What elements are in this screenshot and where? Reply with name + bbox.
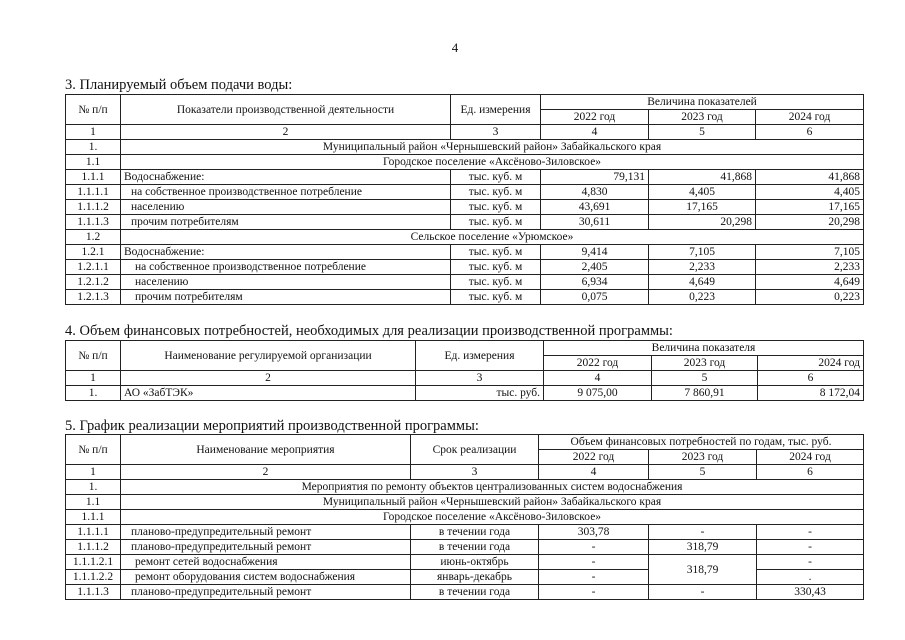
value-2023: 0,223	[649, 290, 756, 305]
unit-cell: тыс. куб. м	[451, 200, 541, 215]
column-index-row	[66, 465, 864, 480]
table-row	[66, 555, 864, 570]
term-cell: январь-декабрь	[411, 570, 539, 585]
unit-cell: тыс. руб.	[416, 386, 544, 401]
value-2022: -	[539, 585, 649, 600]
col-num-header: № п/п	[66, 95, 121, 125]
value-2022: 0,075	[541, 290, 649, 305]
idx-cell: 4	[541, 125, 649, 140]
idx-cell: 5	[649, 465, 757, 480]
table-row	[66, 585, 864, 600]
row-number: 1.1.1.3	[66, 215, 121, 230]
section-row	[66, 510, 864, 525]
section-label: Городское поселение «Аксёново-Зиловское»	[121, 155, 864, 170]
row-number: 1.1	[66, 495, 121, 510]
idx-cell: 3	[411, 465, 539, 480]
indicator-cell: населению	[121, 200, 451, 215]
unit-cell: тыс. куб. м	[451, 290, 541, 305]
idx-cell: 2	[121, 465, 411, 480]
value-2022: -	[539, 570, 649, 585]
section-row	[66, 140, 864, 155]
idx-cell: 6	[757, 465, 864, 480]
term-cell: в течении года	[411, 585, 539, 600]
indicator-cell: прочим потребителям	[121, 215, 451, 230]
table-row	[66, 260, 864, 275]
term-cell: в течении года	[411, 540, 539, 555]
activity-cell: планово-предупредительный ремонт	[121, 585, 411, 600]
row-number: 1.1.1.1	[66, 185, 121, 200]
col-org-header: Наименование регулируемой организации	[121, 341, 416, 371]
col-activity-header: Наименование мероприятия	[121, 435, 411, 465]
year-2022-header: 2022 год	[541, 110, 649, 125]
water-supply-table	[65, 94, 864, 305]
row-number: 1.1.1.1	[66, 525, 121, 540]
year-2024-header: 2024 год	[757, 450, 864, 465]
idx-cell: 6	[756, 125, 864, 140]
year-2022-header: 2022 год	[544, 356, 652, 371]
indicator-cell: на собственное производственное потребление	[121, 185, 451, 200]
section-label: Городское поселение «Аксёново-Зиловское»	[121, 510, 864, 525]
value-2023: 2,233	[649, 260, 756, 275]
section-4-title: 4. Объем финансовых потребностей, необходимых для реализации производственной программы:	[65, 323, 673, 339]
value-2023: 20,298	[649, 215, 756, 230]
row-number: 1.1.1.2	[66, 200, 121, 215]
row-number: 1.2.1.1	[66, 260, 121, 275]
table-row	[66, 185, 864, 200]
section-row	[66, 230, 864, 245]
value-2024: 17,165	[756, 200, 864, 215]
col-group-header: Объем финансовых потребностей по годам, тыс. руб.	[539, 435, 864, 450]
table-row	[66, 386, 864, 401]
year-2023-header: 2023 год	[649, 450, 757, 465]
value-2023-merged: 318,79	[649, 555, 757, 585]
activity-cell: планово-предупредительный ремонт	[121, 525, 411, 540]
idx-cell: 6	[758, 371, 864, 386]
value-2022: 43,691	[541, 200, 649, 215]
value-2024: -	[757, 555, 864, 570]
section-3-title: 3. Планируемый объем подачи воды:	[65, 77, 293, 93]
value-2023: -	[649, 585, 757, 600]
col-unit-header: Ед. измерения	[416, 341, 544, 371]
value-2024: -	[757, 525, 864, 540]
value-2022: 6,934	[541, 275, 649, 290]
row-number: 1.1.1	[66, 510, 121, 525]
table-row	[66, 540, 864, 555]
page-number: 4	[451, 40, 459, 55]
idx-cell: 4	[539, 465, 649, 480]
col-num-header: № п/п	[66, 341, 121, 371]
indicator-cell: Водоснабжение:	[121, 245, 451, 260]
idx-cell: 1	[66, 125, 121, 140]
section-label: Муниципальный район «Чернышевский район» Забайкальского края	[121, 140, 864, 155]
value-2024: 20,298	[756, 215, 864, 230]
term-cell: в течении года	[411, 525, 539, 540]
idx-cell: 1	[66, 371, 121, 386]
term-cell: июнь-октябрь	[411, 555, 539, 570]
unit-cell: тыс. куб. м	[451, 245, 541, 260]
activity-cell: планово-предупредительный ремонт	[121, 540, 411, 555]
value-2024: 7,105	[756, 245, 864, 260]
value-2024: 4,405	[756, 185, 864, 200]
value-2023: 7,105	[649, 245, 756, 260]
value-2022: 79,131	[541, 170, 649, 185]
column-index-row	[66, 125, 864, 140]
section-row	[66, 155, 864, 170]
table-row	[66, 200, 864, 215]
indicator-cell: Водоснабжение:	[121, 170, 451, 185]
row-number: 1.2.1.3	[66, 290, 121, 305]
value-2023: 7 860,91	[652, 386, 758, 401]
section-label: Мероприятия по ремонту объектов централизованных систем водоснабжения	[121, 480, 864, 495]
col-group-header: Величина показателя	[544, 341, 864, 356]
indicator-cell: населению	[121, 275, 451, 290]
column-index-row	[66, 371, 864, 386]
value-2023: -	[649, 525, 757, 540]
indicator-cell: прочим потребителям	[121, 290, 451, 305]
row-number: 1.1.1.3	[66, 585, 121, 600]
value-2022: -	[539, 555, 649, 570]
table-row	[66, 275, 864, 290]
idx-cell: 5	[649, 125, 756, 140]
row-number: 1.1.1.2.2	[66, 570, 121, 585]
year-2024-header: 2024 год	[758, 356, 864, 371]
value-2024: 330,43	[757, 585, 864, 600]
row-number: 1.2.1	[66, 245, 121, 260]
table-row	[66, 170, 864, 185]
unit-cell: тыс. куб. м	[451, 260, 541, 275]
section-label: Муниципальный район «Чернышевский район» Забайкальского края	[121, 495, 864, 510]
value-2023: 4,649	[649, 275, 756, 290]
unit-cell: тыс. куб. м	[451, 275, 541, 290]
year-2022-header: 2022 год	[539, 450, 649, 465]
row-number: 1.	[66, 480, 121, 495]
section-row	[66, 480, 864, 495]
year-2024-header: 2024 год	[756, 110, 864, 125]
activities-schedule-table	[65, 434, 864, 600]
value-2022: 9 075,00	[544, 386, 652, 401]
value-2022: 9,414	[541, 245, 649, 260]
value-2022: 30,611	[541, 215, 649, 230]
idx-cell: 2	[121, 125, 451, 140]
value-2023: 318,79	[649, 540, 757, 555]
row-number: 1.1	[66, 155, 121, 170]
value-2024: 41,868	[756, 170, 864, 185]
organization-cell: АО «ЗабТЭК»	[121, 386, 416, 401]
table-row	[66, 290, 864, 305]
row-number: 1.1.1.2	[66, 540, 121, 555]
row-number: 1.2	[66, 230, 121, 245]
row-number: 1.	[66, 140, 121, 155]
value-2022: 2,405	[541, 260, 649, 275]
value-2024: 2,233	[756, 260, 864, 275]
idx-cell: 4	[544, 371, 652, 386]
value-2022: 4,830	[541, 185, 649, 200]
header-row	[66, 95, 864, 110]
col-group-header: Величина показателей	[541, 95, 864, 110]
row-number: 1.2.1.2	[66, 275, 121, 290]
idx-cell: 3	[451, 125, 541, 140]
idx-cell: 5	[652, 371, 758, 386]
table-row	[66, 245, 864, 260]
value-2023: 17,165	[649, 200, 756, 215]
col-num-header: № п/п	[66, 435, 121, 465]
value-2024: 0,223	[756, 290, 864, 305]
value-2024: -	[757, 540, 864, 555]
activity-cell: ремонт сетей водоснабжения	[121, 555, 411, 570]
row-number: 1.1.1.2.1	[66, 555, 121, 570]
header-row	[66, 435, 864, 450]
financial-needs-table	[65, 340, 864, 401]
idx-cell: 2	[121, 371, 416, 386]
row-number: 1.1.1	[66, 170, 121, 185]
idx-cell: 1	[66, 465, 121, 480]
unit-cell: тыс. куб. м	[451, 215, 541, 230]
col-term-header: Срок реализации	[411, 435, 539, 465]
value-2024: .	[757, 570, 864, 585]
section-label: Сельское поселение «Урюмское»	[121, 230, 864, 245]
col-unit-header: Ед. измерения	[451, 95, 541, 125]
col-indicator-header: Показатели производственной деятельности	[121, 95, 451, 125]
section-row	[66, 495, 864, 510]
idx-cell: 3	[416, 371, 544, 386]
value-2022: -	[539, 540, 649, 555]
value-2023: 4,405	[649, 185, 756, 200]
indicator-cell: на собственное производственное потребление	[121, 260, 451, 275]
section-5-title: 5. График реализации мероприятий производственной программы:	[65, 418, 479, 434]
unit-cell: тыс. куб. м	[451, 185, 541, 200]
year-2023-header: 2023 год	[652, 356, 758, 371]
header-row	[66, 341, 864, 356]
unit-cell: тыс. куб. м	[451, 170, 541, 185]
table-row	[66, 525, 864, 540]
table-row	[66, 215, 864, 230]
value-2022: 303,78	[539, 525, 649, 540]
activity-cell: ремонт оборудования систем водоснабжения	[121, 570, 411, 585]
year-2023-header: 2023 год	[649, 110, 756, 125]
value-2024: 8 172,04	[758, 386, 864, 401]
value-2024: 4,649	[756, 275, 864, 290]
value-2023: 41,868	[649, 170, 756, 185]
row-number: 1.	[66, 386, 121, 401]
